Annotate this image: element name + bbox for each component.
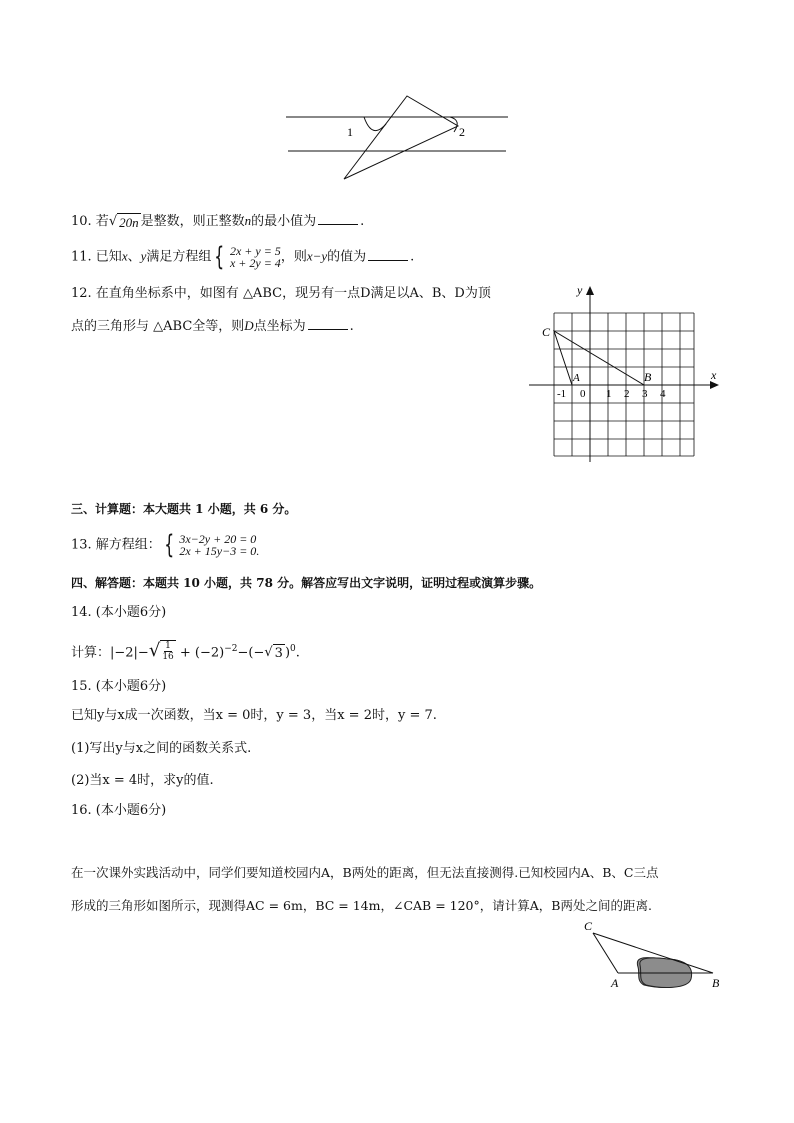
q12-end: . bbox=[349, 319, 354, 334]
sqrt-20n: √ 20n bbox=[108, 214, 139, 230]
point-a-label: A bbox=[573, 372, 580, 384]
tick-label: -1 bbox=[557, 388, 567, 400]
q11-answer-blank[interactable] bbox=[368, 248, 408, 261]
q11-sep: 、 bbox=[127, 249, 141, 265]
q11-equation-system: { 2x + y = 5 x + 2y = 4 bbox=[214, 242, 281, 272]
q14-rad: 3 bbox=[274, 645, 283, 661]
vertex-c-label: C bbox=[584, 919, 593, 933]
tick-label: 0 bbox=[580, 388, 586, 400]
q11-mid: 满足方程组 bbox=[146, 249, 212, 265]
q11-y: y bbox=[140, 248, 147, 264]
q11-eq2: x + 2y = 4 bbox=[229, 256, 281, 270]
angle1-label: 1 bbox=[347, 125, 353, 139]
tick-label: 2 bbox=[624, 388, 630, 400]
q13-eq2: 2x + 15y−3 = 0. bbox=[179, 544, 260, 558]
question-16-header: 16. (本小题6分) bbox=[71, 803, 167, 818]
q14-frac-den: 16 bbox=[162, 652, 174, 663]
question-12-line2 bbox=[71, 317, 354, 336]
question-16-line1: 在一次课外实践活动中，同学们要知道校园内A，B两处的距离，但无法直接测得.已知校园内A、B、C三点 bbox=[71, 865, 659, 880]
q11-end: . bbox=[410, 249, 415, 265]
y-axis-label: y bbox=[577, 283, 583, 297]
q13-pre: 13. 解方程组： bbox=[71, 537, 161, 553]
q10-radicand: 20n bbox=[119, 214, 139, 230]
x-axis-arrow bbox=[710, 381, 719, 389]
q10-var: n bbox=[244, 213, 252, 228]
q14-end: . bbox=[295, 645, 300, 661]
tick-label: 4 bbox=[660, 388, 666, 400]
y-axis-arrow bbox=[586, 286, 594, 295]
tick-label: 3 bbox=[642, 388, 648, 400]
section-3-heading: 三、计算题：本大题共 1 小题，共 6 分。 bbox=[71, 502, 297, 516]
angle2-label: 2 bbox=[459, 125, 465, 139]
q12-line2-pre: 点的三角形与 △ABC全等，则 bbox=[71, 319, 245, 334]
question-15-line1: 已知y与x成一次函数，当x = 0时，y = 3，当x = 2时，y = 7. bbox=[71, 708, 437, 723]
vertex-a-label: A bbox=[611, 976, 619, 990]
question-15-header: 15. (本小题6分) bbox=[71, 679, 167, 694]
x-axis-label: x bbox=[711, 368, 717, 382]
q14-exp2: 0 bbox=[290, 644, 296, 654]
q14-mid2: −(− bbox=[237, 645, 265, 661]
tick-label: 1 bbox=[606, 388, 612, 400]
vertex-b-label: B bbox=[712, 976, 720, 990]
q14-mid: + (−2) bbox=[175, 645, 225, 661]
q14-exp1: −2 bbox=[224, 644, 238, 654]
q12-answer-blank[interactable] bbox=[308, 317, 348, 330]
q10-post: 的最小值为 bbox=[251, 214, 317, 229]
point-c-label: C bbox=[542, 325, 551, 339]
q11-eq1: 2x + y = 5 bbox=[229, 244, 281, 258]
question-10 bbox=[71, 212, 364, 232]
q11-expr: x−y bbox=[306, 248, 328, 264]
q10-end: . bbox=[360, 214, 365, 229]
point-b-label: B bbox=[644, 370, 652, 384]
q13-equation-system: { 3x−2y + 20 = 0 2x + 15y−3 = 0. bbox=[164, 530, 260, 560]
parallel-lines-triangle-figure bbox=[280, 92, 515, 184]
triangle-abc bbox=[554, 331, 644, 385]
q14-sqrt-fraction: √ $\frac{1}{16}$ bbox=[148, 640, 174, 663]
side-ca-line-visible bbox=[593, 933, 618, 973]
q14-sqrt3: √ 3 bbox=[264, 645, 283, 661]
question-12-line1: 12. 在直角坐标系中，如图有 △ABC，现另有一点D满足以A、B、D为顶 bbox=[71, 286, 491, 301]
question-14-header: 14. (本小题6分) bbox=[71, 605, 167, 620]
coordinate-grid-figure bbox=[525, 282, 725, 464]
measurement-triangle-figure bbox=[578, 917, 728, 993]
question-13 bbox=[71, 532, 259, 558]
q13-eq1: 3x−2y + 20 = 0 bbox=[179, 532, 257, 546]
question-15-part1: (1)写出y与x之间的函数关系式. bbox=[71, 741, 252, 756]
section-4-heading: 四、解答题：本题共 10 小题，共 78 分。解答应写出文字说明，证明过程或演算步骤。 bbox=[71, 576, 542, 590]
triangle bbox=[344, 96, 458, 179]
q12-var: D bbox=[244, 318, 254, 333]
question-15-part2: (2)当x = 4时，求y的值. bbox=[71, 773, 214, 788]
q11-post2: 的值为 bbox=[327, 249, 367, 265]
q14-pre: 计算：|−2|− bbox=[71, 645, 149, 661]
q10-pre: 10. 若 bbox=[71, 214, 109, 229]
q10-mid: 是整数，则正整数 bbox=[140, 214, 245, 229]
question-11 bbox=[71, 244, 414, 270]
q11-post: ，则 bbox=[280, 249, 307, 265]
q12-line2-post: 点坐标为 bbox=[253, 319, 306, 334]
question-14-body bbox=[71, 640, 300, 663]
q10-answer-blank[interactable] bbox=[318, 212, 358, 225]
q11-pre: 11. 已知 bbox=[71, 249, 122, 265]
q14-post: ) bbox=[284, 645, 291, 661]
q14-frac-num: 1 bbox=[165, 641, 171, 652]
question-16-line2: 形成的三角形如图所示，现测得AC = 6m，BC = 14m，∠CAB = 120°，请计算A，B两处之间的距离. bbox=[71, 898, 652, 913]
q11-x: x bbox=[121, 248, 128, 264]
